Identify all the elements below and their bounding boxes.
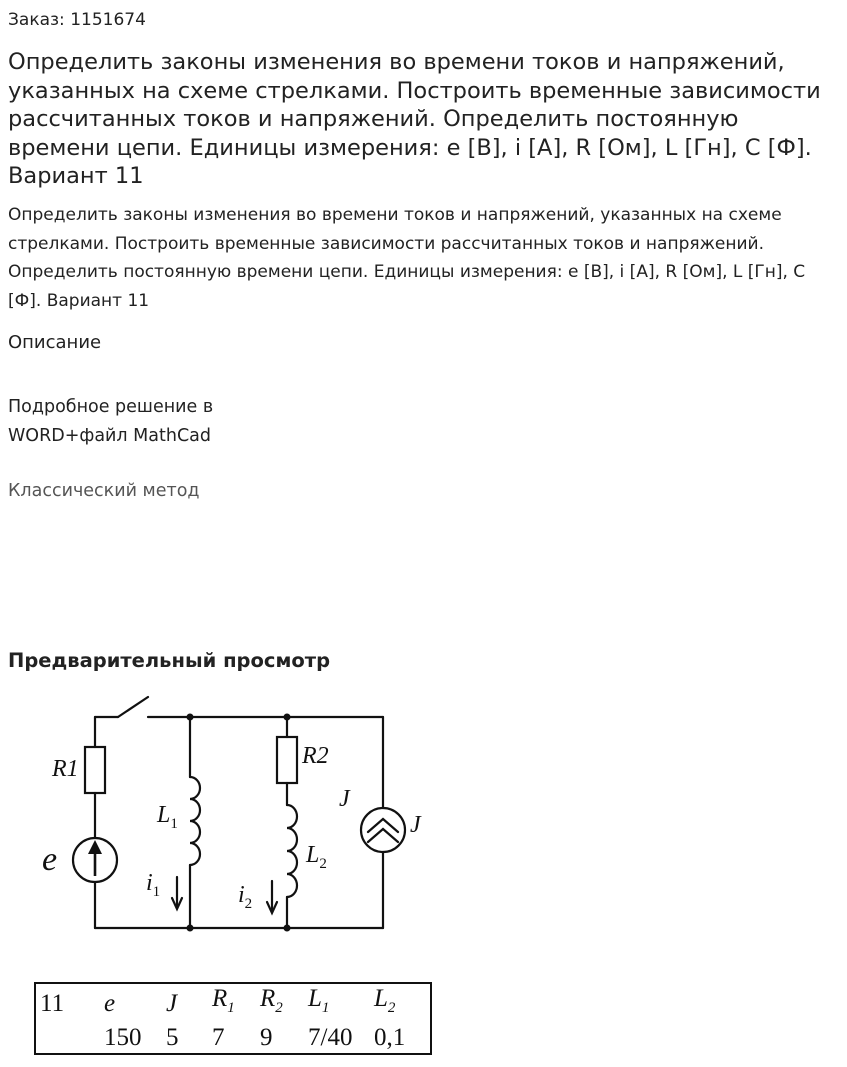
inductor-l2	[287, 805, 297, 897]
header-l1: $L_1$	[308, 985, 330, 1016]
variant-cell: 11	[40, 989, 65, 1017]
label-l1	[156, 802, 178, 832]
header-j: J	[166, 989, 178, 1017]
preview-heading: Предварительный просмотр	[8, 649, 331, 672]
label-e: e	[42, 841, 58, 878]
e-arrow-head	[88, 840, 102, 854]
label-i2-main: i	[238, 882, 245, 908]
header-e: e	[104, 989, 116, 1017]
method-text: Классический метод	[8, 481, 200, 501]
value-e: 150	[104, 1024, 142, 1051]
node-dot	[284, 714, 291, 721]
empty-cell	[35, 1023, 100, 1054]
label-r2: R2	[302, 743, 329, 769]
description-line-2: WORD+файл MathCad	[8, 426, 212, 446]
table-row	[35, 1023, 431, 1054]
circuit-diagram	[0, 680, 460, 950]
value-r1: 7	[212, 1024, 225, 1051]
lead-paragraph: Определить законы изменения во времени токов и напряжений, указанных на схеме стрелками. Построить временные зависимости рассчитанных токов и напряжений. Определить постоянную времени цепи. Единицы измерения: e [В], i [А], R [Ом], L [Гн], C [Ф]. Вариант 11	[8, 205, 806, 311]
j-chevron-2	[368, 829, 398, 842]
label-r1: R1	[52, 756, 79, 782]
label-j-right: J	[410, 812, 421, 838]
parameters-table	[34, 982, 432, 1055]
label-l1-main: L	[157, 802, 171, 828]
table-row	[35, 983, 431, 1023]
label-i1-sub: 1	[152, 884, 161, 900]
inductor-l1	[190, 777, 200, 865]
header-r2: $R_2$	[260, 985, 283, 1016]
value-r2: 9	[260, 1024, 273, 1051]
header-l2: $L_2$	[374, 985, 396, 1016]
value-l2: 0,1	[374, 1024, 406, 1051]
node-dot	[187, 925, 194, 932]
resistor-r2	[277, 737, 297, 783]
header-r1: $R_1$	[212, 985, 235, 1016]
value-j: 5	[166, 1024, 179, 1051]
label-i2	[238, 882, 252, 912]
label-j-left: J	[339, 786, 350, 812]
label-i1-main: i	[146, 870, 153, 896]
node-dot	[284, 925, 291, 932]
node-dot	[187, 714, 194, 721]
order-label: Заказ:	[8, 10, 65, 30]
switch-blade	[118, 697, 148, 717]
label-l2-main: L	[306, 842, 320, 868]
value-l1: 7/40	[308, 1024, 353, 1051]
description-text	[8, 393, 213, 451]
label-l1-sub: 1	[170, 816, 178, 832]
order-line	[8, 9, 146, 31]
label-l2	[305, 842, 327, 872]
resistor-r1	[85, 747, 105, 793]
label-i1	[146, 870, 160, 900]
page-title: Определить законы изменения во времени токов и напряжений, указанных на схеме стрелками. Построить временные зависимости рассчитанных токов и напряжений. Определить постоянную времени цепи. Единицы измерения: e [В], i [А], R [Ом], L [Гн], C [Ф]. Вариант 11	[8, 49, 821, 189]
label-l2-sub: 2	[319, 856, 327, 872]
label-i2-sub: 2	[244, 896, 253, 912]
description-heading: Описание	[8, 332, 102, 353]
description-line-1: Подробное решение в	[8, 397, 214, 417]
order-number: 1151674	[70, 10, 146, 30]
